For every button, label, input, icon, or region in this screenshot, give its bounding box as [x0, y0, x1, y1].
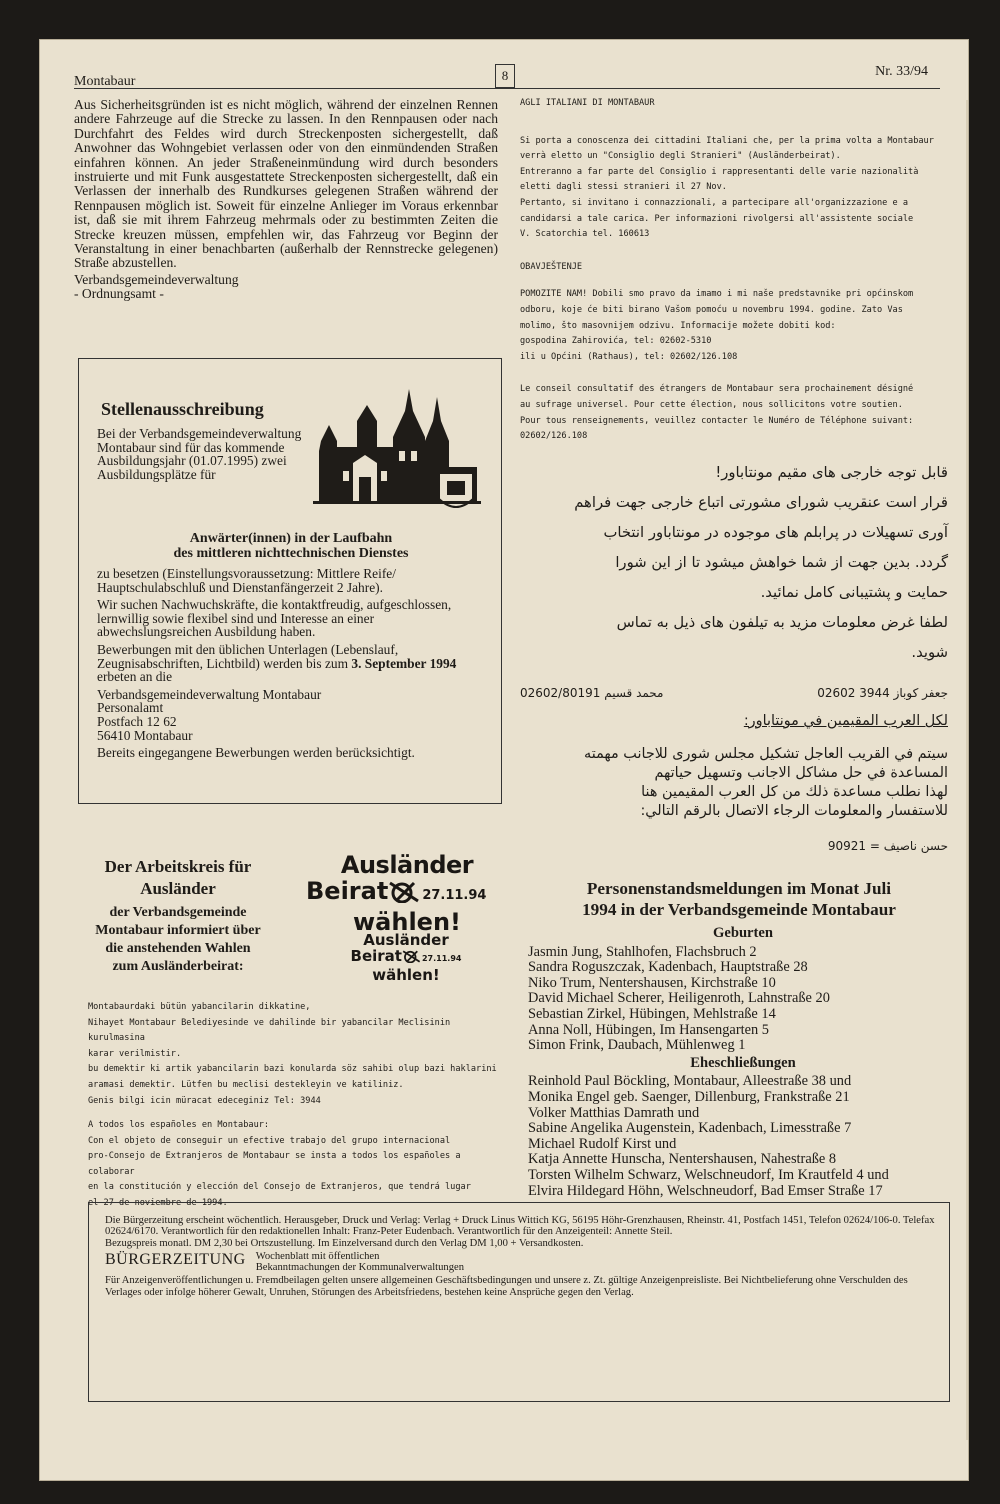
header-place: Montabaur: [74, 74, 136, 89]
farsi-signature-right: جعفر کوباز 3944 02602: [817, 686, 948, 700]
personenstand-title-2: 1994 in der Verbandsgemeinde Montabaur: [582, 900, 896, 919]
birth-entry: Jasmin Jung, Stahlhofen, Flachsbruch 2: [528, 943, 757, 960]
arabic-line: للاستفسار والمعلومات الرجاء الاتصال بالرقم التالي:: [640, 803, 948, 819]
farsi-line: آوری تسهیلات در پرابلم های موجوده در مونتاباور انتخاب: [603, 524, 948, 541]
croatian-line: odboru, koje će biti birano Vašom pomoću u novembru 1994. godine. Zato Vas: [520, 304, 903, 315]
italian-line: Si porta a conoscenza dei cittadini Italiani che, per la prima volta a Montabaur: [520, 135, 934, 146]
job-ad-address-line: Verbandsgemeindeverwaltung Montabaur: [97, 686, 322, 702]
spanish-line: A todos los españoles en Montabaur:: [88, 1120, 270, 1130]
impressum-p2: Bezugspreis monatl. DM 2,30 bei Ortszustellung. Im Einzelversand durch den Verlag DM 1,00 + Versandkosten.: [105, 1237, 584, 1249]
croatian-line: molimo, što masovnijem odzivu. Informacije možete dobiti kod:: [520, 320, 836, 331]
births-heading: Geburten: [713, 925, 773, 941]
job-ad-p3-end: erbeten an die: [97, 669, 173, 685]
personenstand-list: [528, 924, 958, 1199]
italian-line: verrà eletto un "Consiglio degli Stranieri" (Ausländerbeirat).: [520, 151, 841, 162]
marriages-heading: Eheschließungen: [690, 1054, 796, 1071]
ballot-cross-icon: [388, 881, 422, 903]
croatian-heading: OBAVJEŠTENJE: [520, 261, 583, 272]
croatian-line: gospodina Zahirovića, tel: 02602-5310: [520, 336, 712, 347]
farsi-line: لطفا غرض معلومات مزید به تیلفون های ذیل به تماس: [616, 614, 948, 631]
french-line: au sufrage universel. Pour cette élection, nous sollicitons votre soutien.: [520, 399, 903, 410]
italian-heading: AGLI ITALIANI DI MONTABAUR: [520, 98, 655, 108]
logo-small-beirat: Beirat: [350, 947, 402, 965]
spanish-notice: [88, 1118, 508, 1212]
marriage-entry: Volker Matthias Damrath und: [528, 1104, 700, 1121]
job-ad-address-line: 56410 Montabaur: [97, 727, 193, 743]
lead-signature-2: - Ordnungsamt -: [74, 286, 164, 302]
french-line: Le conseil consultatif des étrangers de Montabaur sera prochainement désigné: [520, 384, 914, 395]
spanish-line: pro-Consejo de Extranjeros de Montabaur se insta a todos los españoles a colaborar: [88, 1151, 461, 1177]
job-ad-position-2: des mittleren nichttechnischen Dienstes: [173, 546, 409, 561]
personenstand-title: [528, 878, 950, 920]
turkish-line: karar verilmistir.: [88, 1048, 182, 1059]
town-hall-coat-of-arms-illustration: [313, 381, 481, 521]
logo-large-date: 27.11.94: [422, 888, 487, 903]
marriage-entry: Sabine Angelika Augenstein, Kadenbach, Limesstraße 7: [528, 1120, 852, 1137]
marriage-entry: Torsten Wilhelm Schwarz, Welschneudorf, Im Krautfeld 4 und: [528, 1166, 889, 1183]
arbeitskreis-sub-1: der Verbandsgemeinde: [109, 905, 247, 920]
italian-line: V. Scatorchia tel. 160613: [520, 229, 650, 240]
spanish-line: el 27 de noviembre de 1994.: [88, 1197, 228, 1208]
lead-article-text: Aus Sicherheitsgründen ist es nicht möglich, während der einzelnen Rennen andere Fahrzeuge auf die Strecke zu lassen. In den Rennpausen oder nach Durchfahrt des Feldes wird durch Streckenposten sichergestellt, daß Anwohner das Wohngebiet verlassen oder von den einmündenden Straßen einfahren können. An jeder Straßeneinmündung wird durch besonders instruierte und mit Funk ausgestattete Streckenposten sichergestellt, daß ein Verlassen der innerhalb des Rundkurses gelegenen Straßen während der Rennpausen möglich ist. Soweit für einzelne Anlieger im Voraus erkennbar ist, daß sie mit ihrem Fahrzeug mehrmals oder zu bestimmten Zeiten die Strecke kreuzen müssen, empfehlen wir, das Fahrzeug vor Beginn der Veranstaltung in einer benachbarten (außerhalb der Rennstrecke gelegenen) Straße abzustellen.: [74, 97, 498, 271]
logo-small-line2: [336, 948, 476, 967]
french-line: 02602/126.108: [520, 431, 588, 442]
arabic-heading: لكل العرب المقيمين في مونتاباور:: [743, 713, 948, 729]
arbeitskreis-subtitle: [80, 904, 276, 976]
croatian-line: ili u Općini (Rathaus), tel: 02602/126.108: [520, 351, 738, 362]
italian-line: eletti dagli stessi stranieri il 27 Nov.: [520, 182, 727, 193]
header-page-number: 8: [495, 64, 515, 88]
italian-line: Pertanto, si invitano i connazzionali, a partecipare all'organizzazione e a: [520, 197, 909, 208]
impressum-box: [88, 1202, 950, 1402]
spanish-line: Con el objeto de conseguir un efective trabajo del grupo internacional: [88, 1135, 451, 1146]
job-ad-title: Stellenausschreibung: [101, 399, 264, 419]
brand-subtitle: [256, 1251, 464, 1273]
job-ad-p3-start: Bewerbungen mit den üblichen Unterlagen (Lebenslauf, Zeugnisabschriften, Lichtbild) werden bis zum: [97, 641, 399, 671]
lead-signature-1: Verbandsgemeindeverwaltung: [74, 271, 239, 287]
arabic-line: المساعدة في حل مشاكل الاجانب وتسهيل حياتهم: [654, 765, 948, 781]
arabic-line: سيتم في القريب العاجل تشكيل مجلس شورى للاجانب مهمته: [584, 746, 948, 762]
turkish-notice: [88, 1000, 508, 1109]
arbeitskreis-title: [80, 856, 276, 900]
job-ad-p1: zu besetzen (Einstellungsvoraussetzung: Mittlere Reife/ Hauptschulabschluß und Dienstanfängerzeit 2 Jahre).: [97, 566, 396, 595]
turkish-line: Genis bilgi icin müracat edeceginiz Tel: 3944: [88, 1095, 321, 1106]
birth-entry: Simon Frink, Daubach, Mühlenweg 1: [528, 1037, 746, 1054]
job-ad-deadline: 3. September 1994: [351, 655, 457, 671]
personenstand-title-1: Personenstandsmeldungen im Monat Juli: [586, 879, 892, 898]
logo-small-line1: Ausländer: [363, 931, 449, 949]
farsi-line: گردد. بدین جهت از شما خواهش میشود تا از این شورا: [615, 554, 948, 571]
arabic-contact: حسن ناصيف = 90921: [827, 839, 948, 853]
impressum-p3: Für Anzeigenveröffentlichungen u. Fremdbeilagen gelten unsere allgemeinen Geschäftsbedingungen und unsere z. Zt. gültige Anzeigenpreisliste. Bei Nichtbelieferung ohne Verschulden des Verlages oder infolge höherer Gewalt, Unruhen, Störungen des Arbeitsfriedens, bestehen keine Ansprüche gegen den Verlag.: [105, 1275, 908, 1298]
marriage-entry: Katja Annette Hunscha, Nentershausen, Nahestraße 8: [528, 1151, 837, 1168]
turkish-line: Nihayet Montabaur Belediyesinde ve dahilinde bir yabancilar Meclisinin kurulmasina: [88, 1017, 451, 1044]
birth-entry: David Michael Scherer, Heiligenroth, Lahnstraße 20: [528, 990, 830, 1007]
turkish-line: Montabaurdaki bütün yabancilarin dikkatine,: [88, 1002, 311, 1012]
marriage-entry: Monika Engel geb. Saenger, Dillenburg, Frankstraße 21: [528, 1088, 850, 1105]
ballot-cross-icon: [402, 950, 422, 963]
croatian-line: POMOZITE NAM! Dobili smo pravo da imamo i mi naše predstavnike pri općinskom: [520, 289, 914, 300]
auslaenderbeirat-logo-large: [302, 852, 512, 935]
italian-line: candidarsi a tale carica. Per informazioni rivolgersi all'assistente sociale: [520, 213, 914, 224]
french-line: Pour tous renseignements, veuillez contacter le Numéro de Téléphone suivant:: [520, 415, 914, 426]
multilingual-notices: [520, 96, 940, 445]
impressum-p1: Die Bürgerzeitung erscheint wöchentlich. Herausgeber, Druck und Verlag: Verlag + Druck Linus Wittich KG, 56195 Höhr-Grenzhausen, Rheinstr. 41, Postfach 1451, Telefon 02624/106-0. Telefax 02624/6170. Verantwortlich für den redaktionellen Inhalt: Franz-Peter Eudenbach. Verantwortlich für den Anzeigenteil: Annette Steil.: [105, 1215, 935, 1238]
logo-small-date: 27.11.94: [421, 954, 462, 963]
marriage-entry: Reinhold Paul Böckling, Montabaur, Alleestraße 38 und: [528, 1073, 852, 1090]
arbeitskreis-sub-3: die anstehenden Wahlen: [105, 941, 251, 956]
birth-entry: Anna Noll, Hübingen, Im Hansengarten 5: [528, 1021, 769, 1038]
arbeitskreis-sub-4: zum Ausländerbeirat:: [112, 959, 244, 974]
logo-large-line1: Ausländer: [340, 851, 474, 879]
impressum-text: [105, 1215, 939, 1298]
job-ad-address-line: Postfach 12 62: [97, 713, 177, 729]
arabic-line: لهذا نطلب مساعدة ذلك من كل العرب المقيمين هنا: [641, 784, 948, 800]
farsi-line: قابل توجه خارجی های مقیم مونتاباور!: [715, 464, 948, 481]
farsi-line: حمایت و پشتیبانی کامل نمائید.: [760, 584, 948, 601]
arbeitskreis-title-1: Der Arbeitskreis für: [104, 857, 252, 876]
job-ad-body: [97, 567, 489, 764]
brand-sub-1: Wochenblatt mit öffentlichen: [255, 1251, 380, 1263]
turkish-line: aramasi demektir. Lütfen bu meclisi destekleyin ve katiliniz.: [88, 1079, 404, 1090]
job-ad-position: [89, 531, 493, 561]
birth-entry: Sandra Roguszczak, Kadenbach, Hauptstraße 28: [528, 959, 808, 976]
logo-small-line3: wählen!: [372, 966, 440, 984]
italian-line: Entreranno a far parte del Consiglio i rappresentanti delle varie nazionalità: [520, 166, 919, 177]
page-edge: [966, 100, 968, 1440]
header-rule: [74, 88, 940, 89]
logo-large-beirat: Beirat: [306, 877, 389, 905]
turkish-line: bu demektir ki artik yabancilarin bazi konularda söz sahibi olup bazi haklarini: [88, 1064, 497, 1075]
arbeitskreis-sub-2: Montabaur informiert über: [95, 923, 261, 938]
farsi-signatures: [520, 678, 948, 708]
logo-large-line2: [306, 878, 512, 909]
marriage-entry: Elvira Hildegard Höhn, Welschneudorf, Bad Emser Straße 17: [528, 1182, 883, 1199]
brand-name: BÜRGERZEITUNG: [105, 1251, 246, 1269]
job-ad-intro: Bei der Verbandsgemeindeverwaltung Montabaur sind für das kommende Ausbildungsjahr (01.07.1995) zwei Ausbildungsplätze für: [97, 426, 302, 482]
job-ad-p2: Wir suchen Nachwuchskräfte, die kontaktfreudig, aufgeschlossen, lernwillig sowie flexibel sind und Interesse an einer abwechslungsreichen Ausbildung haben.: [97, 597, 452, 640]
spanish-line: en la constitución y elección del Consejo de Extranjeros, que tendrá lugar: [88, 1182, 471, 1193]
job-ad-box: [78, 358, 502, 804]
newspaper-page: [40, 40, 968, 1480]
arbeitskreis-title-2: Ausländer: [140, 879, 216, 898]
farsi-signature-left: محمد قسیم 02602/80191: [520, 686, 664, 700]
farsi-notice: [520, 458, 948, 708]
arabic-notice: [520, 712, 948, 856]
birth-entry: Niko Trum, Nentershausen, Kirchstraße 10: [528, 974, 776, 991]
farsi-line: شوید.: [911, 644, 948, 661]
job-ad-p3: [97, 643, 489, 684]
header-issue: Nr. 33/94: [875, 64, 928, 79]
logo-large-line3: wählen!: [353, 908, 461, 936]
job-ad-address-line: Personalamt: [97, 700, 164, 716]
marriage-entry: Michael Rudolf Kirst und: [528, 1135, 677, 1152]
birth-entry: Sebastian Zirkel, Hübingen, Mehlstraße 14: [528, 1005, 776, 1022]
impressum-brand: [105, 1251, 939, 1273]
farsi-line: قرار است عنقریب شورای مشورتی اتباع خارجی جهت فراهم: [574, 494, 948, 511]
auslaenderbeirat-logo-small: [336, 932, 476, 983]
job-ad-p4: Bereits eingegangene Bewerbungen werden berücksichtigt.: [97, 745, 415, 761]
lead-article: [74, 98, 498, 302]
brand-sub-2: Bekanntmachungen der Kommunalverwaltungen: [255, 1262, 464, 1274]
job-ad-position-1: Anwärter(innen) in der Laufbahn: [189, 531, 393, 546]
